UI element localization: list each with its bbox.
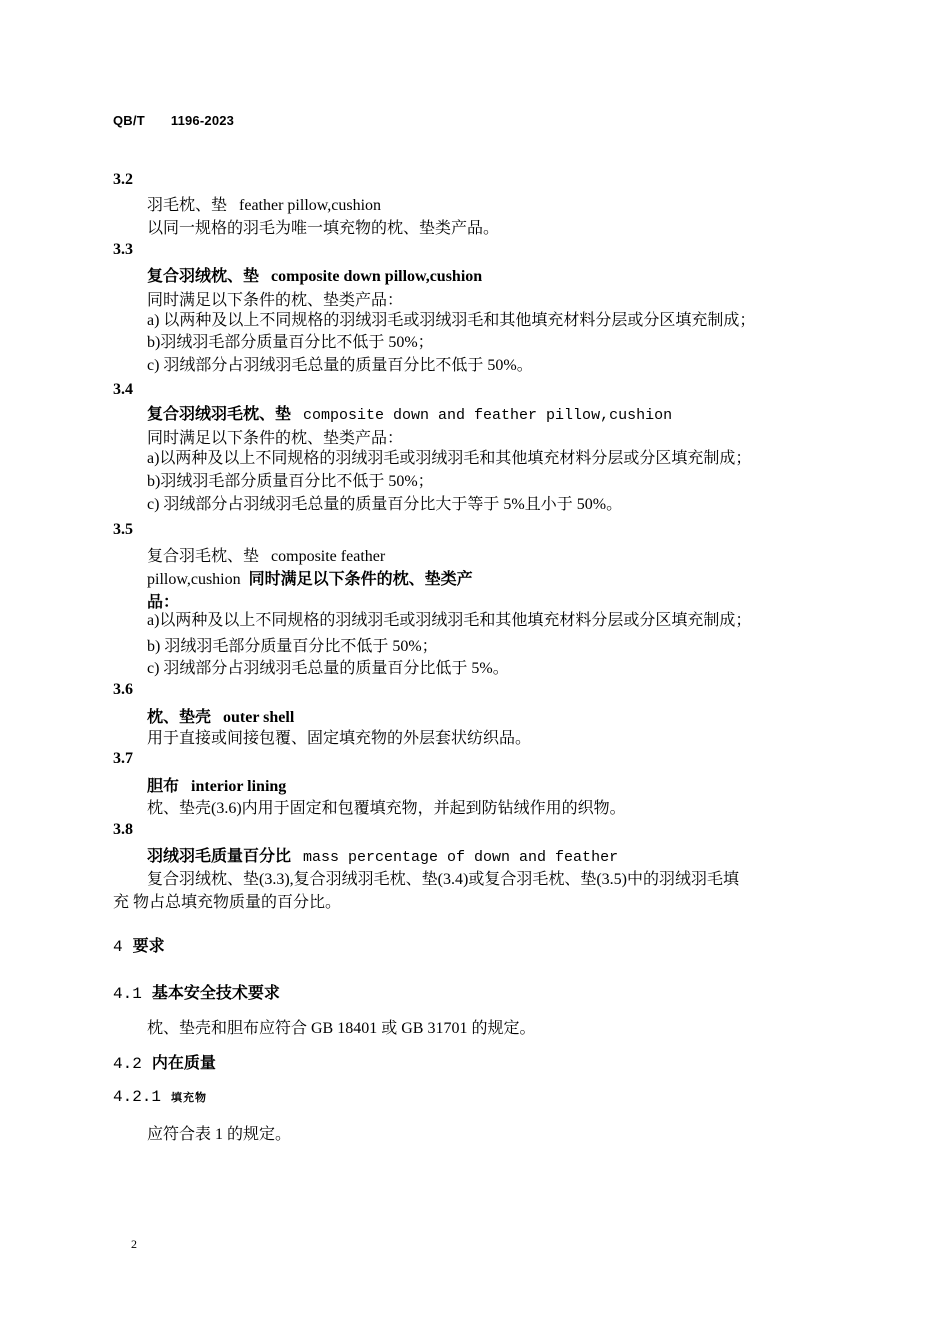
- section-title: 要求: [132, 938, 165, 955]
- term-en: composite feather: [271, 548, 386, 565]
- clause-number-3-6: 3.6: [113, 681, 133, 698]
- term-3-7: [147, 773, 286, 796]
- definition-continued: 品：: [147, 594, 180, 611]
- definition-3-6: 用于直接或间接包覆、固定填充物的外层套状纺织品。: [147, 730, 532, 747]
- definition-line: a)以两种及以上不同规格的羽绒羽毛或羽绒羽毛和其他填充材料分层或分区填充制成；: [147, 450, 752, 467]
- section-number: 4: [113, 938, 123, 956]
- term-zh: 复合羽绒羽毛枕、垫: [147, 406, 292, 423]
- term-zh: 复合羽毛枕、垫: [147, 548, 260, 565]
- definition-line: 同时满足以下条件的枕、垫类产品：: [147, 292, 404, 309]
- definition-line: b)羽绒羽毛部分质量百分比不低于 50%；: [147, 334, 434, 351]
- definition-line: a)以两种及以上不同规格的羽绒羽毛或羽绒羽毛和其他填充材料分层或分区填充制成；: [147, 612, 752, 629]
- definition-line: 充 物占总填充物质量的百分比。: [113, 894, 342, 911]
- document-header: [113, 113, 234, 128]
- definition-line: b) 羽绒羽毛部分质量百分比不低于 50%；: [147, 638, 438, 655]
- term-3-4: [147, 401, 672, 424]
- section-number: 4.2.1: [113, 1088, 162, 1106]
- definition-line: 复合羽绒枕、垫(3.3),复合羽绒羽毛枕、垫(3.4)或复合羽毛枕、垫(3.5)中的羽绒羽毛填: [147, 871, 739, 888]
- clause-number-3-7: 3.7: [113, 750, 133, 767]
- definition-line: c) 羽绒部分占羽绒羽毛总量的质量百分比低于 5%。: [147, 660, 509, 677]
- term-zh: 枕、垫壳: [147, 709, 212, 726]
- term-zh: 胆布: [147, 778, 180, 795]
- term-en: interior lining: [191, 778, 287, 795]
- term-3-3: [147, 263, 482, 286]
- term-en: feather pillow,cushion: [239, 197, 382, 214]
- term-en: outer shell: [223, 709, 295, 726]
- term-3-5: [147, 543, 385, 566]
- clause-number-3-2: 3.2: [113, 171, 133, 188]
- clause-number-3-5: 3.5: [113, 521, 133, 538]
- section-4-2-heading: [113, 1050, 216, 1073]
- section-4-heading: [113, 933, 165, 956]
- clause-number-3-3: 3.3: [113, 241, 133, 258]
- definition-3-2: 以同一规格的羽毛为唯一填充物的枕、垫类产品。: [147, 220, 500, 237]
- definition-line: b)羽绒羽毛部分质量百分比不低于 50%；: [147, 473, 434, 490]
- term-zh: 羽毛枕、垫: [147, 197, 228, 214]
- term-3-6: [147, 704, 294, 727]
- standard-code: QB/T: [113, 113, 145, 128]
- section-4-1-heading: [113, 980, 280, 1003]
- definition-line: 同时满足以下条件的枕、垫类产品：: [147, 430, 404, 447]
- section-4-2-1-heading: [113, 1088, 207, 1106]
- term-3-8: [147, 843, 618, 866]
- term-en: mass percentage of down and feather: [303, 849, 619, 866]
- term-en: composite down pillow,cushion: [271, 268, 483, 285]
- term-3-5-continued: [147, 566, 473, 589]
- section-4-2-1-body: 应符合表 1 的规定。: [147, 1126, 292, 1143]
- section-title: 内在质量: [151, 1055, 216, 1072]
- page-number: 2: [131, 1237, 137, 1251]
- term-zh: 复合羽绒枕、垫: [147, 268, 260, 285]
- clause-number-3-8: 3.8: [113, 821, 133, 838]
- term-en: pillow,cushion: [147, 571, 241, 588]
- clause-number-3-4: 3.4: [113, 381, 133, 398]
- definition-line: a) 以两种及以上不同规格的羽绒羽毛或羽绒羽毛和其他填充材料分层或分区填充制成；: [147, 312, 756, 329]
- section-title: 基本安全技术要求: [151, 985, 280, 1002]
- section-title: 填充物: [171, 1092, 208, 1104]
- term-en: composite down and feather pillow,cushion: [303, 407, 673, 424]
- definition-3-7: 枕、垫壳(3.6)内用于固定和包覆填充物，并起到防钻绒作用的织物。: [147, 800, 626, 817]
- term-zh: 羽绒羽毛质量百分比: [147, 848, 292, 865]
- standard-number: 1196-2023: [170, 113, 235, 128]
- term-3-2: [147, 192, 381, 215]
- definition-line: c) 羽绒部分占羽绒羽毛总量的质量百分比不低于 50%。: [147, 357, 533, 374]
- section-4-1-body: 枕、垫壳和胆布应符合 GB 18401 或 GB 31701 的规定。: [147, 1020, 536, 1037]
- section-number: 4.2: [113, 1055, 142, 1073]
- definition-start: 同时满足以下条件的枕、垫类产: [248, 571, 473, 588]
- section-number: 4.1: [113, 985, 142, 1003]
- definition-line: c) 羽绒部分占羽绒羽毛总量的质量百分比大于等于 5%且小于 50%。: [147, 496, 623, 513]
